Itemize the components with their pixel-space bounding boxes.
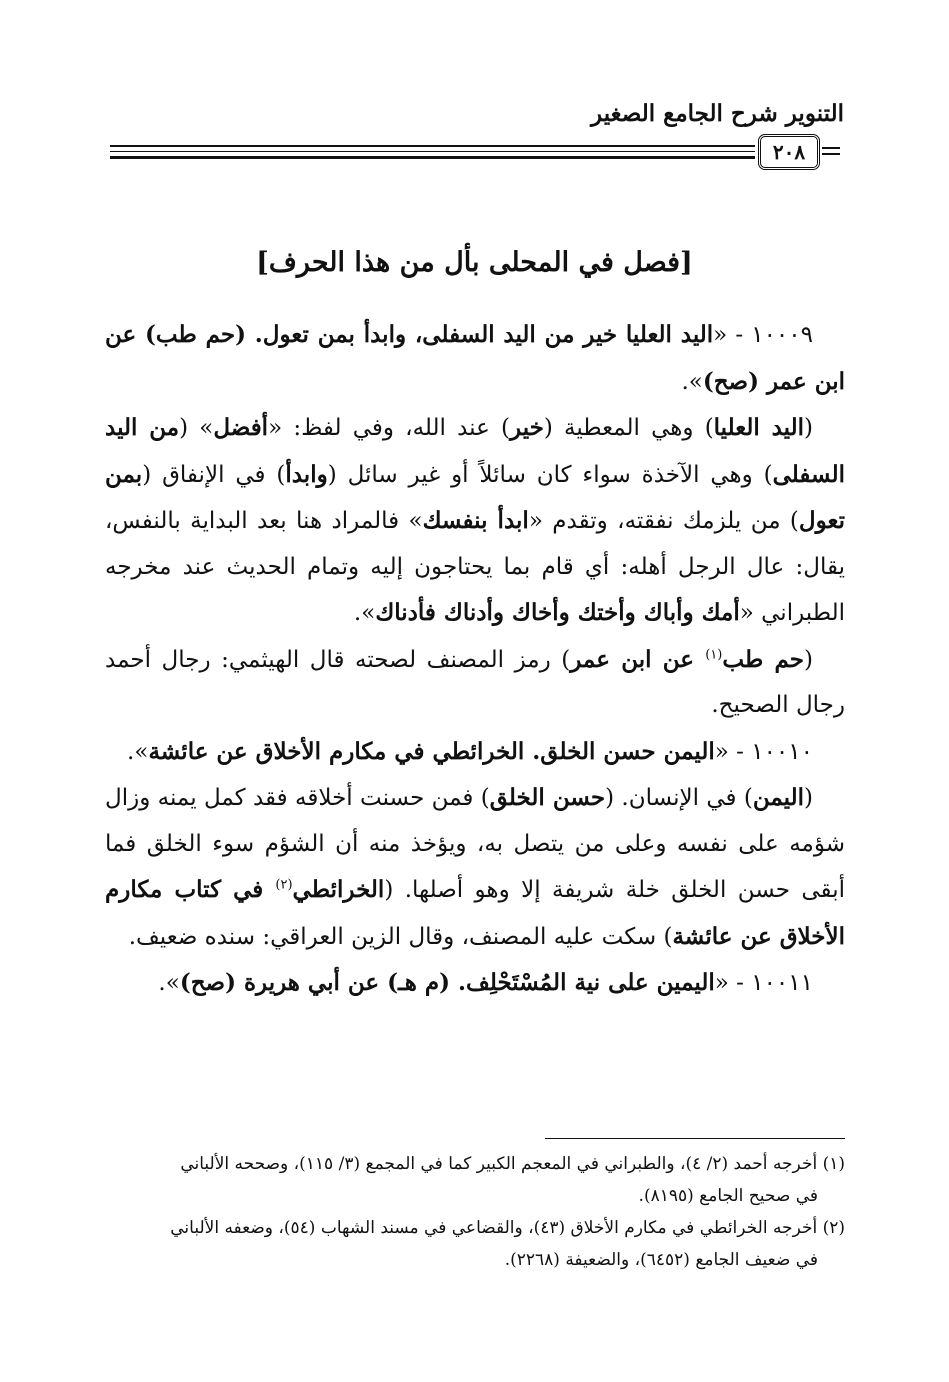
bold-term: حسن الخلق — [489, 784, 606, 811]
bold-term: أمك وأباك وأختك وأخاك وأدناك فأدناك — [375, 599, 740, 626]
hadith-number: ١٠٠١١ - « — [714, 970, 813, 996]
bold-term: الخرائطي — [292, 876, 385, 903]
bold-term: اليمن — [752, 784, 805, 811]
bold-term: في كتاب مكارم الأخلاق عن عائشة — [105, 876, 845, 950]
text-run: ) رمز المصنف لصحته قال الهيثمي: رجال أحمد رجال الصحيح. — [105, 646, 845, 718]
bold-term: من اليد السفلى — [105, 414, 845, 488]
hadith-text: اليد العليا خير من اليد السفلى، وابدأ بمن تعول. (حم طب) عن ابن عمر (صح) — [105, 321, 845, 395]
section-heading: [فصل في المحلى بأل من هذا الحرف] — [256, 247, 693, 278]
bold-term: بمن تعول — [105, 460, 845, 534]
text-run: ( — [804, 646, 814, 673]
text-run: ) في الإنسان. ( — [605, 785, 753, 811]
header-rule — [110, 151, 755, 152]
text-run: ( — [804, 415, 813, 441]
hadith-10011 — [105, 960, 845, 1007]
hadith-number: ١٠٠٠٩ - « — [713, 322, 813, 348]
bold-term: حم طب — [722, 645, 805, 673]
footnote-marker: (١) — [705, 646, 723, 662]
commentary-paragraph — [105, 775, 845, 960]
bold-term: أفضل — [213, 414, 269, 441]
footnote-1: (١) أخرجه أحمد (٢/ ٤)، والطبراني في المعجم الكبير كما في المجمع (٣/ ١١٥)، وصححه الألباني — [180, 1154, 845, 1174]
bold-term: عن ابن عمر — [570, 645, 706, 673]
hadith-number: ١٠٠١٠ - « — [714, 738, 813, 765]
hadith-end: ». — [127, 738, 149, 765]
hadith-text: اليمن حسن الخلق. الخرائطي في مكارم الأخلاق عن عائشة — [148, 737, 715, 765]
footnote-2: (٢) أخرجه الخرائطي في مكارم الأخلاق (٤٣)، والقضاعي في مسند الشهاب (٥٤)، وضعفه الألباني — [170, 1218, 845, 1238]
footnote-1-continued: في صحيح الجامع (٨١٩٥). — [638, 1186, 818, 1206]
header-rule — [110, 156, 755, 159]
running-header-title: التنوير شرح الجامع الصغير — [591, 100, 844, 127]
page-number-ornament — [822, 147, 840, 155]
page-number: ٢٠٨ — [772, 140, 806, 164]
text-run: ) من يلزمك نفقته، وتقدم « — [528, 508, 799, 534]
bold-term: اليد العليا — [713, 414, 805, 441]
text-run: ) فمن حسنت أخلاقه فقد كمل يمنه وزال شؤمه على نفسه وعلى من يتصل به، ويؤخذ منه أن الشؤم سوء الخلق فما أبقى حسن الخلق خلة شريفة إلا وهو أصلها. ( — [105, 785, 845, 903]
hadith-10010 — [105, 729, 845, 776]
footnote-separator — [545, 1138, 845, 1139]
text-run: ) وهي المعطية ( — [543, 415, 714, 441]
text-run: ) سكت عليه المصنف، وقال الزين العراقي: سنده ضعيف. — [128, 923, 673, 950]
body-text — [105, 312, 845, 1007]
commentary-paragraph — [105, 405, 845, 637]
text-run: ( — [804, 785, 813, 811]
text-run: ) في الإنفاق ( — [142, 461, 286, 488]
header-rule — [110, 145, 755, 147]
hadith-end: ». — [158, 970, 180, 996]
hadith-end: ». — [681, 368, 703, 395]
text-run: » فالمراد هنا بعد البداية بالنفس، يقال: عال الرجل أهله: أي قام بما يحتاجون إليه وتمام الحديث عند مخرجه الطبراني « — [105, 508, 845, 626]
text-run: » ( — [179, 415, 214, 441]
footnotes — [105, 1148, 845, 1276]
bold-term: خير — [510, 414, 544, 441]
text-run: ) عند الله، وفي لفظ: « — [268, 415, 510, 441]
commentary-paragraph — [105, 637, 845, 729]
footnote-2-continued: في ضعيف الجامع (٦٤٥٢)، والضعيفة (٢٢٦٨). — [504, 1250, 818, 1270]
bold-term: ابدأ بنفسك — [422, 507, 529, 534]
footnote-marker: (٢) — [275, 877, 293, 893]
hadith-10009 — [105, 312, 845, 405]
text-run: ) وهي الآخذة سواء كان سائلاً أو غير سائل ( — [327, 461, 773, 488]
text-run: ». — [353, 600, 376, 626]
bold-term: وابدأ — [285, 460, 328, 488]
hadith-text: اليمين على نية المُسْتَحْلِف. (م هـ) عن أبي هريرة (صح) — [179, 969, 715, 996]
page-number-box — [758, 134, 820, 170]
